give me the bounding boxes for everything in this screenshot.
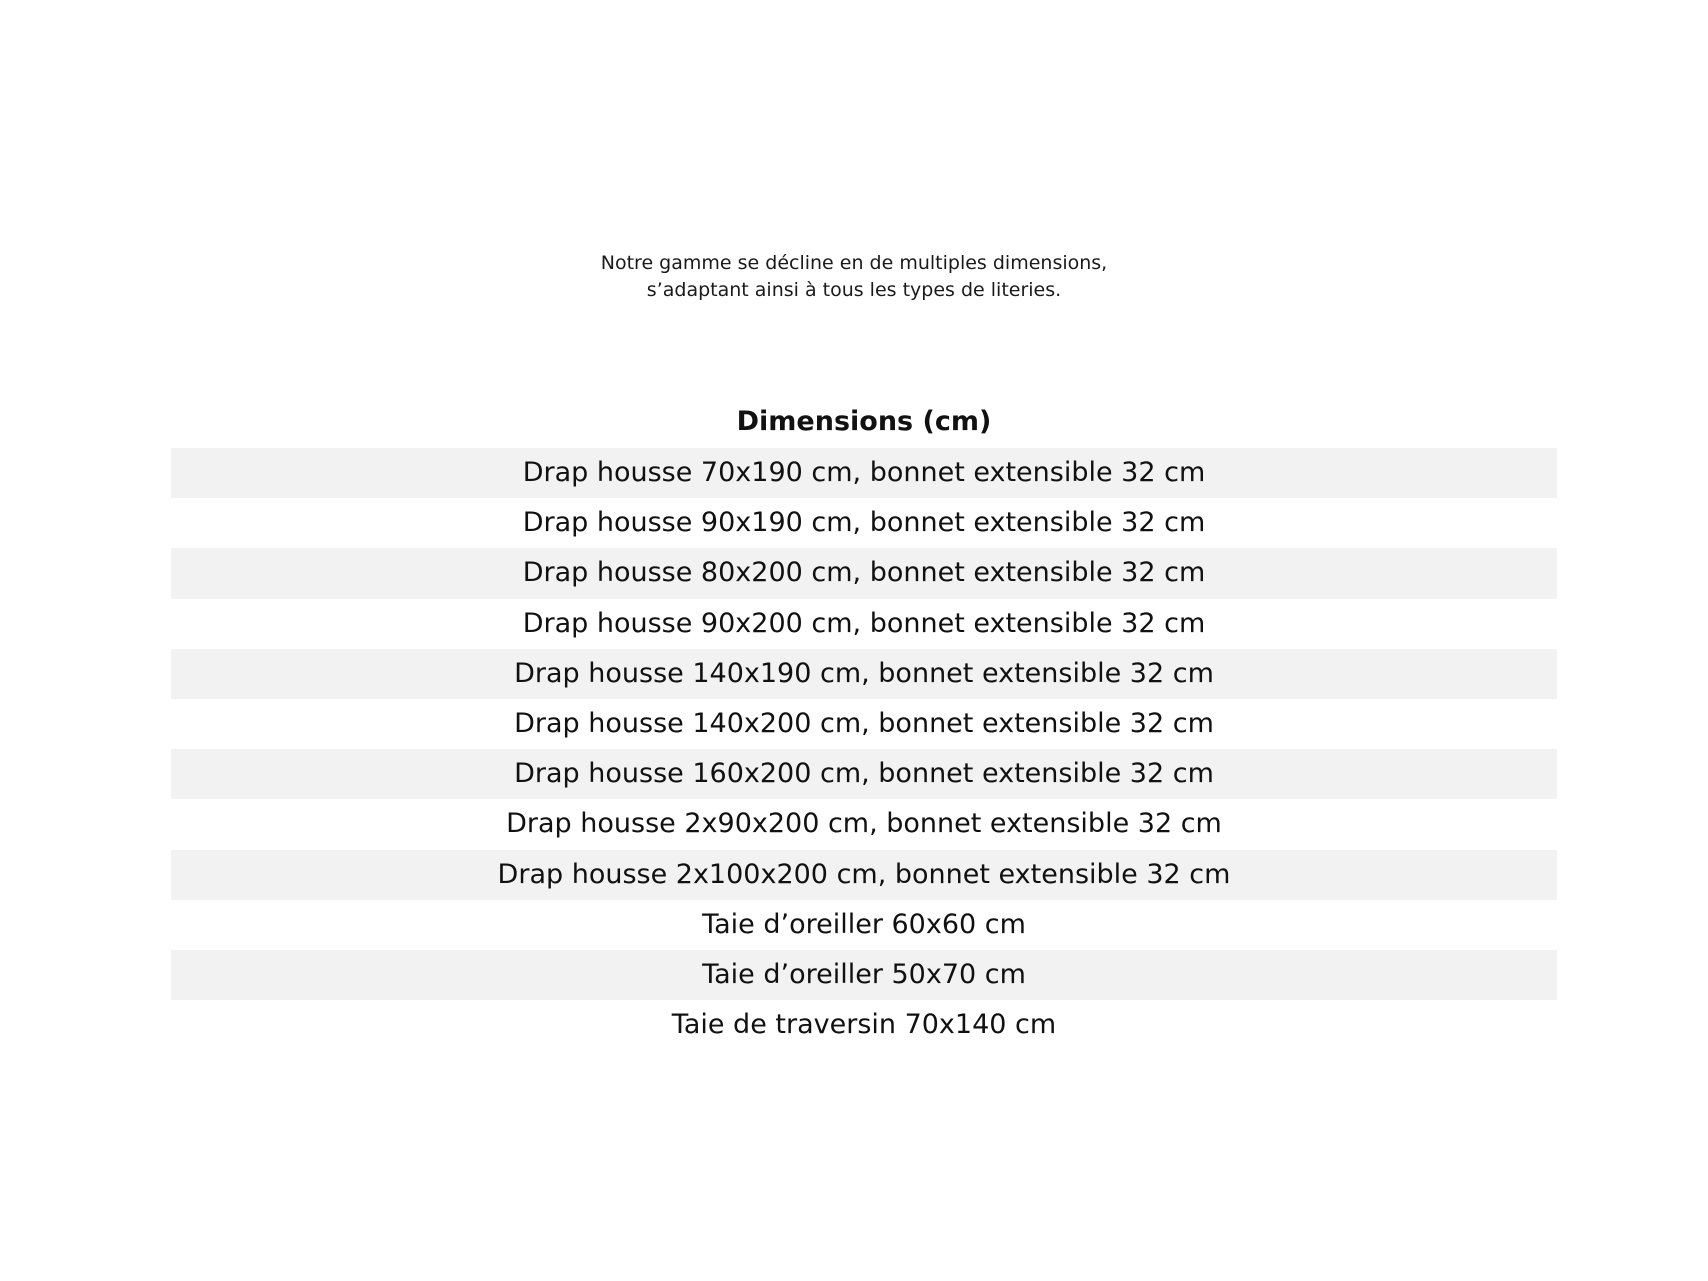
table-row: Drap housse 70x190 cm, bonnet extensible 32 cm xyxy=(171,448,1557,498)
table-row: Drap housse 80x200 cm, bonnet extensible 32 cm xyxy=(171,548,1557,598)
table-row: Drap housse 2x100x200 cm, bonnet extensible 32 cm xyxy=(171,850,1557,900)
table-row: Taie d’oreiller 60x60 cm xyxy=(171,900,1557,950)
dimensions-list xyxy=(171,448,1557,1050)
table-row: Taie de traversin 70x140 cm xyxy=(171,1000,1557,1050)
table-row: Drap housse 140x190 cm, bonnet extensible 32 cm xyxy=(171,649,1557,699)
table-title: Dimensions (cm) xyxy=(736,406,992,437)
table-row: Drap housse 140x200 cm, bonnet extensible 32 cm xyxy=(171,699,1557,749)
dimensions-table xyxy=(171,396,1557,1050)
intro-text xyxy=(0,250,1708,304)
table-row: Taie d’oreiller 50x70 cm xyxy=(171,950,1557,1000)
table-row: Drap housse 160x200 cm, bonnet extensible 32 cm xyxy=(171,749,1557,799)
table-row: Drap housse 2x90x200 cm, bonnet extensible 32 cm xyxy=(171,799,1557,849)
intro-line-1: Notre gamme se décline en de multiples dimensions, xyxy=(600,252,1108,274)
table-row: Drap housse 90x200 cm, bonnet extensible 32 cm xyxy=(171,599,1557,649)
intro-line-2: s’adaptant ainsi à tous les types de literies. xyxy=(646,279,1062,301)
table-row: Drap housse 90x190 cm, bonnet extensible 32 cm xyxy=(171,498,1557,548)
